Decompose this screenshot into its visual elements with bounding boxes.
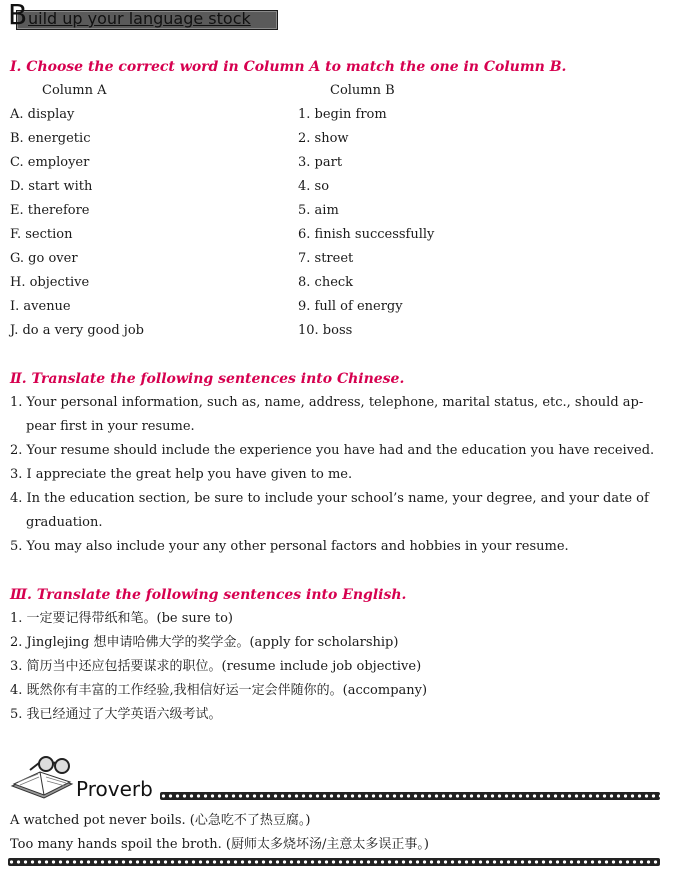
sentence-line: pear first in your resume.: [26, 419, 195, 434]
col-a-item: C. employer: [10, 155, 90, 170]
sentence-line: graduation.: [26, 515, 103, 530]
sentence-line: 1. Your personal information, such as, name, address, telephone, marital status, etc., should ap-: [10, 395, 644, 410]
col-a-item: I. avenue: [10, 299, 71, 314]
section-header: [8, 0, 276, 31]
col-a-item: J. do a very good job: [10, 323, 144, 338]
part2-title: Ⅱ. Translate the following sentences into Chinese.: [10, 371, 405, 387]
col-a-item: B. energetic: [10, 131, 91, 146]
column-a-header: Column A: [42, 83, 107, 98]
col-a-item: D. start with: [10, 179, 93, 194]
col-b-item: 8. check: [298, 275, 354, 290]
proverb-title: Proverb: [76, 777, 153, 801]
col-b-item: 5. aim: [298, 203, 339, 218]
sentence-line: 4. In the education section, be sure to include your school’s name, your degree, and your date of: [10, 491, 649, 506]
col-b-item: 7. street: [298, 251, 354, 266]
sentence-line: 4. 既然你有丰富的工作经验,我相信好运一定会伴随你的。(accompany): [10, 683, 428, 698]
sentence-line: 5. 我已经通过了大学英语六级考试。: [10, 707, 222, 722]
col-b-item: 6. finish successfully: [298, 227, 435, 242]
sentence-line: 3. I appreciate the great help you have given to me.: [10, 467, 353, 482]
col-a-item: A. display: [10, 107, 75, 122]
header-title: uild up your language stock: [28, 9, 251, 28]
sentence-line: 3. 简历当中还应包括要谋求的职位。(resume include job objective): [10, 659, 422, 674]
dotted-divider: [160, 792, 660, 800]
col-a-item: H. objective: [10, 275, 90, 290]
book-glasses-icon: [10, 752, 74, 800]
dotted-divider: [8, 858, 660, 866]
part1-title: Ⅰ. Choose the correct word in Column A to match the one in Column B.: [10, 59, 567, 75]
sentence-line: 5. You may also include your any other personal factors and hobbies in your resume.: [10, 539, 569, 554]
col-a-item: F. section: [10, 227, 73, 242]
header-initial: B: [8, 0, 28, 31]
col-a-item: E. therefore: [10, 203, 90, 218]
col-b-item: 3. part: [298, 155, 343, 170]
col-b-item: 2. show: [298, 131, 349, 146]
proverb-line: A watched pot never boils. (心急吃不了热豆腐。): [10, 813, 311, 828]
part3-title: Ⅲ. Translate the following sentences into English.: [10, 587, 407, 603]
proverb-line: Too many hands spoil the broth. (厨师太多烧坏汤/主意太多误正事。): [10, 837, 429, 852]
col-b-item: 9. full of energy: [298, 299, 403, 314]
col-b-item: 10. boss: [298, 323, 353, 338]
sentence-line: 1. 一定要记得带纸和笔。(be sure to): [10, 611, 233, 626]
col-a-item: G. go over: [10, 251, 78, 266]
col-b-item: 4. so: [298, 179, 330, 194]
col-b-item: 1. begin from: [298, 107, 387, 122]
sentence-line: 2. Jinglejing 想申请哈佛大学的奖学金。(apply for scholarship): [10, 635, 399, 650]
column-b-header: Column B: [330, 83, 395, 98]
sentence-line: 2. Your resume should include the experience you have had and the education you have received.: [10, 443, 655, 458]
